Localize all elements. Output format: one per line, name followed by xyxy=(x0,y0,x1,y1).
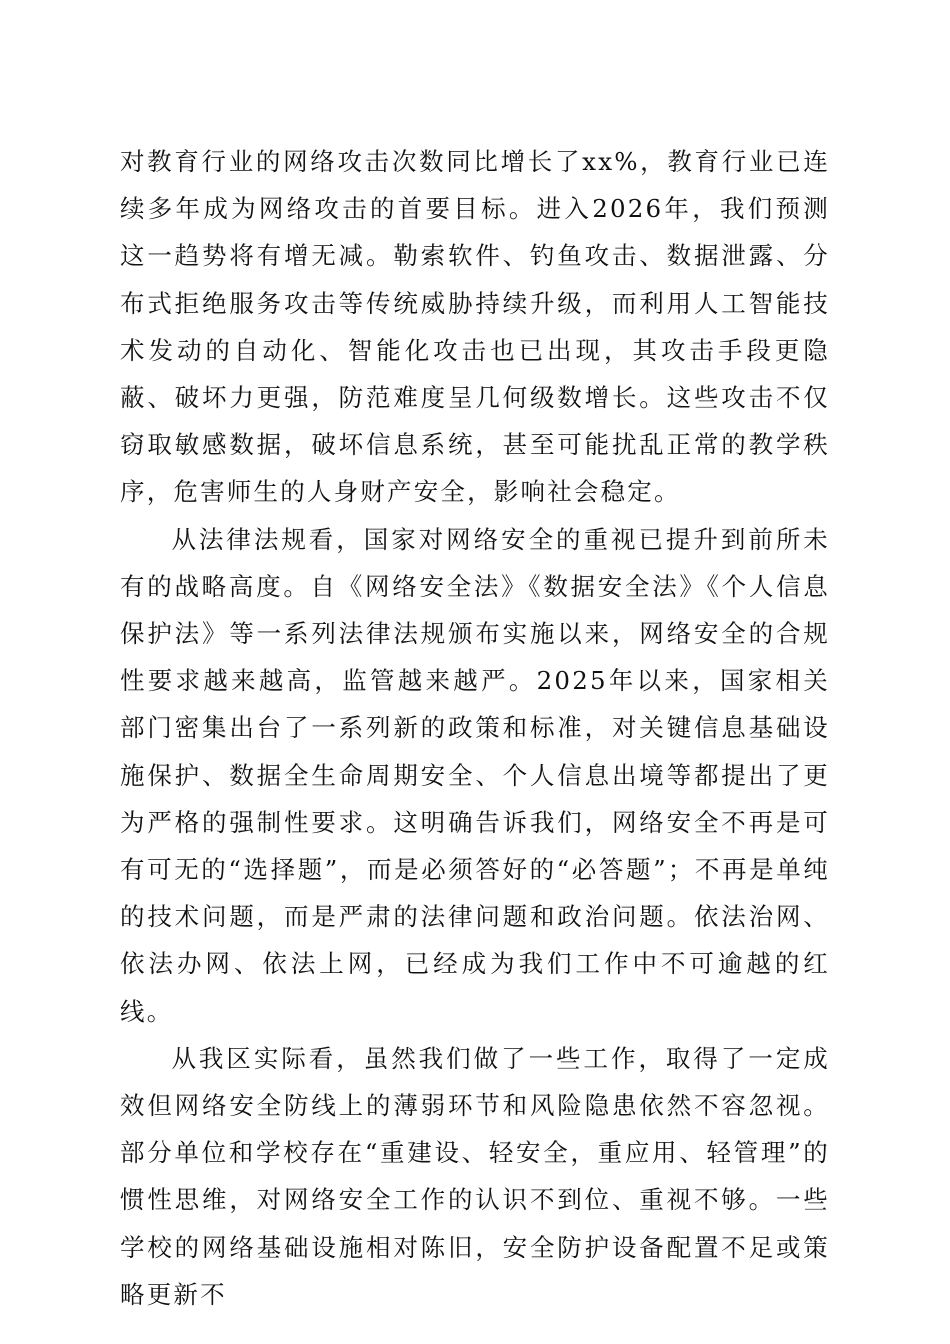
paragraph-3: 从我区实际看，虽然我们做了一些工作，取得了一定成效但网络安全防线上的薄弱环节和风险隐患依然不容忽视。部分单位和学校存在“重建设、轻安全，重应用、轻管理”的惯性思维，对网络安全工作的认识不到位、重视不够。一些学校的网络基础设施相对陈旧，安全防护设备配置不足或策略更新不 xyxy=(120,1043,830,1309)
paragraph-1: 对教育行业的网络攻击次数同比增长了xx%，教育行业已连续多年成为网络攻击的首要目标。进入2026年，我们预测这一趋势将有增无减。勒索软件、钓鱼攻击、数据泄露、分布式拒绝服务攻击等传统威胁持续升级，而利用人工智能技术发动的自动化、智能化攻击也已出现，其攻击手段更隐蔽、破坏力更强，防范难度呈几何级数增长。这些攻击不仅窃取敏感数据，破坏信息系统，甚至可能扰乱正常的教学秩序，危害师生的人身财产安全，影响社会稳定。 xyxy=(120,147,830,507)
document-body xyxy=(120,138,830,1318)
paragraph-2: 从法律法规看，国家对网络安全的重视已提升到前所未有的战略高度。自《网络安全法》《数据安全法》《个人信息保护法》等一系列法律法规颁布实施以来，网络安全的合规性要求越来越高，监管越来越严。2025年以来，国家相关部门密集出台了一系列新的政策和标准，对关键信息基础设施保护、数据全生命周期安全、个人信息出境等都提出了更为严格的强制性要求。这明确告诉我们，网络安全不再是可有可无的“选择题”，而是必须答好的“必答题”；不再是单纯的技术问题，而是严肃的法律问题和政治问题。依法治网、依法办网、依法上网，已经成为我们工作中不可逾越的红线。 xyxy=(120,524,830,1026)
